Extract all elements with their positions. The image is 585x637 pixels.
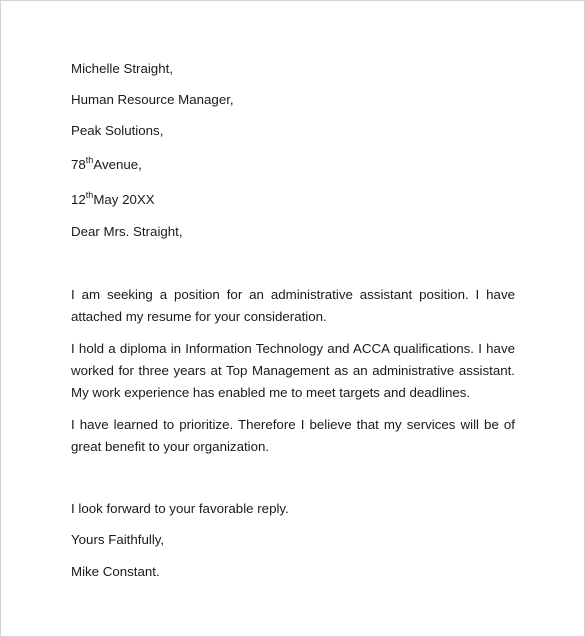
recipient-title: Human Resource Manager,	[71, 92, 234, 107]
paragraph-line: great benefit to your organization.	[71, 439, 270, 454]
body-paragraph-1	[71, 284, 515, 328]
address-number: 78	[71, 157, 86, 172]
address-street: Avenue,	[93, 157, 142, 172]
paragraph-line: I hold a diploma in Information Technology and ACCA qualifications. I have	[71, 341, 515, 356]
date-ordinal: th	[85, 190, 94, 200]
salutation: Dear Mrs. Straight,	[71, 224, 183, 239]
recipient-company: Peak Solutions,	[71, 123, 164, 138]
date-day: 12	[71, 192, 86, 207]
closing-line: I look forward to your favorable reply.	[71, 501, 289, 516]
paragraph-line: I am seeking a position for an administrative assistant position. I have	[71, 287, 515, 302]
body-paragraph-2	[71, 338, 515, 404]
signature-name: Mike Constant.	[71, 564, 160, 579]
paragraph-line: attached my resume for your consideration.	[71, 309, 327, 324]
paragraph-line: My work experience has enabled me to meet targets and deadlines.	[71, 385, 471, 400]
recipient-name: Michelle Straight,	[71, 61, 173, 76]
date-month-year: May 20XX	[93, 192, 155, 207]
address-ordinal: th	[85, 155, 94, 165]
paragraph-line: I have learned to prioritize. Therefore I believe that my services will be of	[71, 417, 515, 432]
signoff: Yours Faithfully,	[71, 532, 165, 547]
paragraph-line: worked for three years at Top Management as an administrative assistant.	[71, 363, 515, 378]
recipient-address	[71, 157, 142, 173]
letter-date	[71, 192, 155, 208]
body-paragraph-3	[71, 414, 515, 458]
